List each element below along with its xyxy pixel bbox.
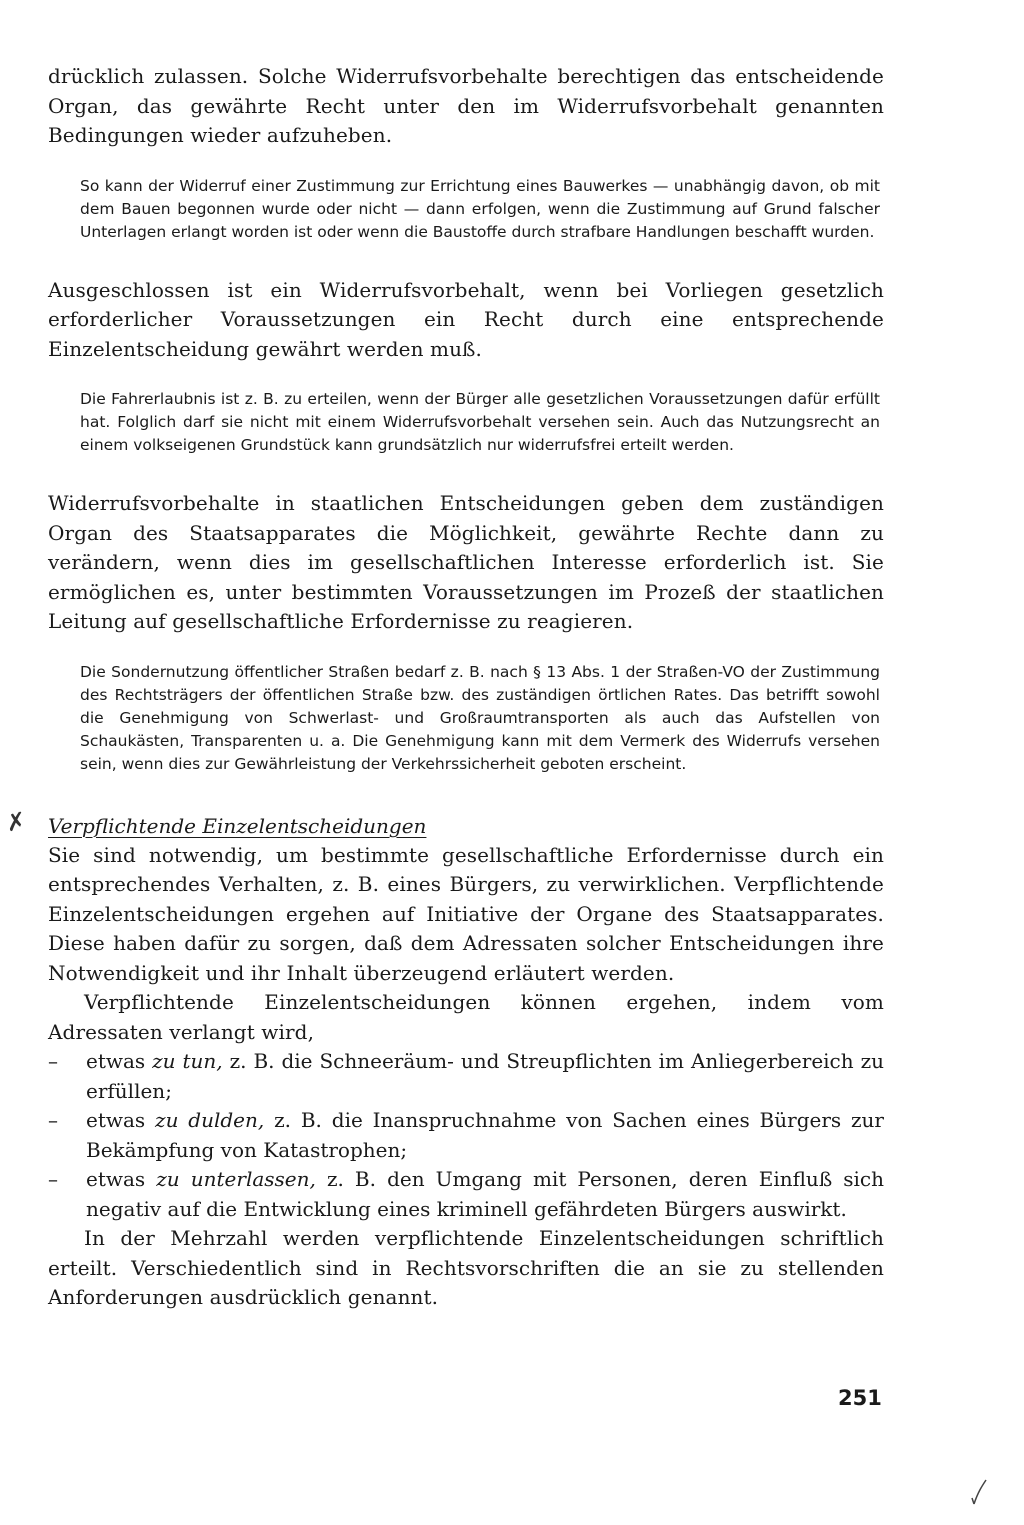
list-item-emphasis: zu dulden, <box>155 1108 265 1132</box>
paragraph-staatliche-entscheidungen: Widerrufsvorbehalte in staatlichen Entscheidungen geben dem zuständigen Organ des Staatsapparates die Möglichkeit, gewährte Rechte dann zu verändern, wenn dies im gesellschaftlichen Interesse erforderlich ist. Sie ermöglichen es, unter bestimmten Voraussetzungen im Prozeß der staatlichen Leitung auf gesellschaftliche Erfordernisse zu reagieren. <box>48 491 884 633</box>
dash-bullet: – <box>48 1167 58 1191</box>
list-item-text <box>86 1165 884 1224</box>
obligation-list <box>48 1047 884 1224</box>
paragraph-widerrufsvorbehalte-intro: drücklich zulassen. Solche Widerrufsvorbehalte berechtigen das entscheidende Organ, das gewährte Recht unter den im Widerrufsvorbehalt genannten Bedingungen wieder aufzuheben. <box>48 64 884 147</box>
example-fahrerlaubnis: Die Fahrerlaubnis ist z. B. zu erteilen, wenn der Bürger alle gesetzlichen Voraussetzungen dafür erfüllt hat. Folglich darf sie nicht mit einem Widerrufsvorbehalt versehen sein. Auch das Nutzungsrecht an einem volkseigenen Grundstück kann grundsätzlich nur widerrufsfrei erteilt werden. <box>80 390 880 454</box>
list-item-pre: etwas <box>86 1167 157 1191</box>
list-item-pre: etwas <box>86 1108 156 1132</box>
list-item <box>48 1165 884 1224</box>
list-item-text <box>86 1106 884 1165</box>
list-item <box>48 1106 884 1165</box>
list-item <box>48 1047 884 1106</box>
page-number: 251 <box>838 1386 882 1410</box>
section-closing: In der Mehrzahl werden verpflichtende Einzelentscheidungen schriftlich erteilt. Verschiedentlich sind in Rechtsvorschriften die an sie zu stellenden Anforderungen ausdrücklich genannt. <box>48 1226 884 1309</box>
dash-bullet: – <box>48 1108 58 1132</box>
list-item-emphasis: zu unterlassen, <box>156 1167 316 1191</box>
handwritten-margin-mark: ✗ <box>3 805 29 838</box>
pen-mark-icon <box>970 1478 990 1508</box>
list-item-emphasis: zu tun, <box>152 1049 223 1073</box>
paragraph-ausgeschlossen: Ausgeschlossen ist ein Widerrufsvorbehalt, wenn bei Vorliegen gesetzlich erforderlicher Voraussetzungen ein Recht durch eine entsprechende Einzelentscheidung gewährt werden muß. <box>48 277 884 361</box>
section-heading <box>3 805 884 841</box>
example-bauwerk: So kann der Widerruf einer Zustimmung zur Errichtung eines Bauwerkes — unabhängig davon, ob mit dem Bauen begonnen wurde oder nicht — dann erfolgen, wenn die Zustimmung auf Grund falscher Unterlagen erlangt worden ist oder wenn die Baustoffe durch strafbare Handlungen beschafft wurden. <box>80 176 880 241</box>
example-sondernutzung: Die Sondernutzung öffentlicher Straßen bedarf z. B. nach § 13 Abs. 1 der Straßen-VO der Zustimmung des Rechtsträgers der öffentlichen Straße bzw. des zuständigen örtlichen Rates. Das betrifft sowohl die Genehmigung von Schwerlast- und Großraumtransporten als auch das Aufstellen von Schaukästen, Transparenten u. a. Die Genehmigung kann mit dem Vermerk des Widerrufs versehen sein, wenn dies zur Gewährleistung der Verkehrssicherheit geboten erscheint. <box>80 662 880 773</box>
list-item-pre: etwas <box>86 1049 153 1073</box>
list-item-post: z. B. die Schneeräum- und Streupflichten im Anliegerbereich zu erfüllen; <box>86 1049 885 1103</box>
list-item-post: z. B. die Inanspruchnahme von Sachen eines Bürgers zur Bekämpfung von Katastrophen; <box>86 1108 884 1162</box>
list-item-post: z. B. den Umgang mit Personen, deren Einfluß sich negativ auf die Entwicklung eines kriminell gefährdeten Bürgers auswirkt. <box>86 1167 884 1221</box>
dash-bullet: – <box>48 1049 58 1073</box>
page-content <box>3 62 885 1313</box>
section-heading-text: Verpflichtende Einzelentscheidungen <box>48 813 427 838</box>
section-lead: Verpflichtende Einzelentscheidungen können ergehen, indem vom Adressaten verlangt wird, <box>48 990 884 1044</box>
list-item-text <box>86 1047 884 1106</box>
section-intro: Sie sind notwendig, um bestimmte gesellschaftliche Erfordernisse durch ein entsprechendes Verhalten, z. B. eines Bürgers, zu verwirklichen. Verpflichtende Einzelentscheidungen ergehen auf Initiative der Organe des Staatsapparates. Diese haben dafür zu sorgen, daß dem Adressaten solcher Entscheidungen ihre Notwendigkeit und ihr Inhalt überzeugend erläutert werden. <box>48 842 884 985</box>
